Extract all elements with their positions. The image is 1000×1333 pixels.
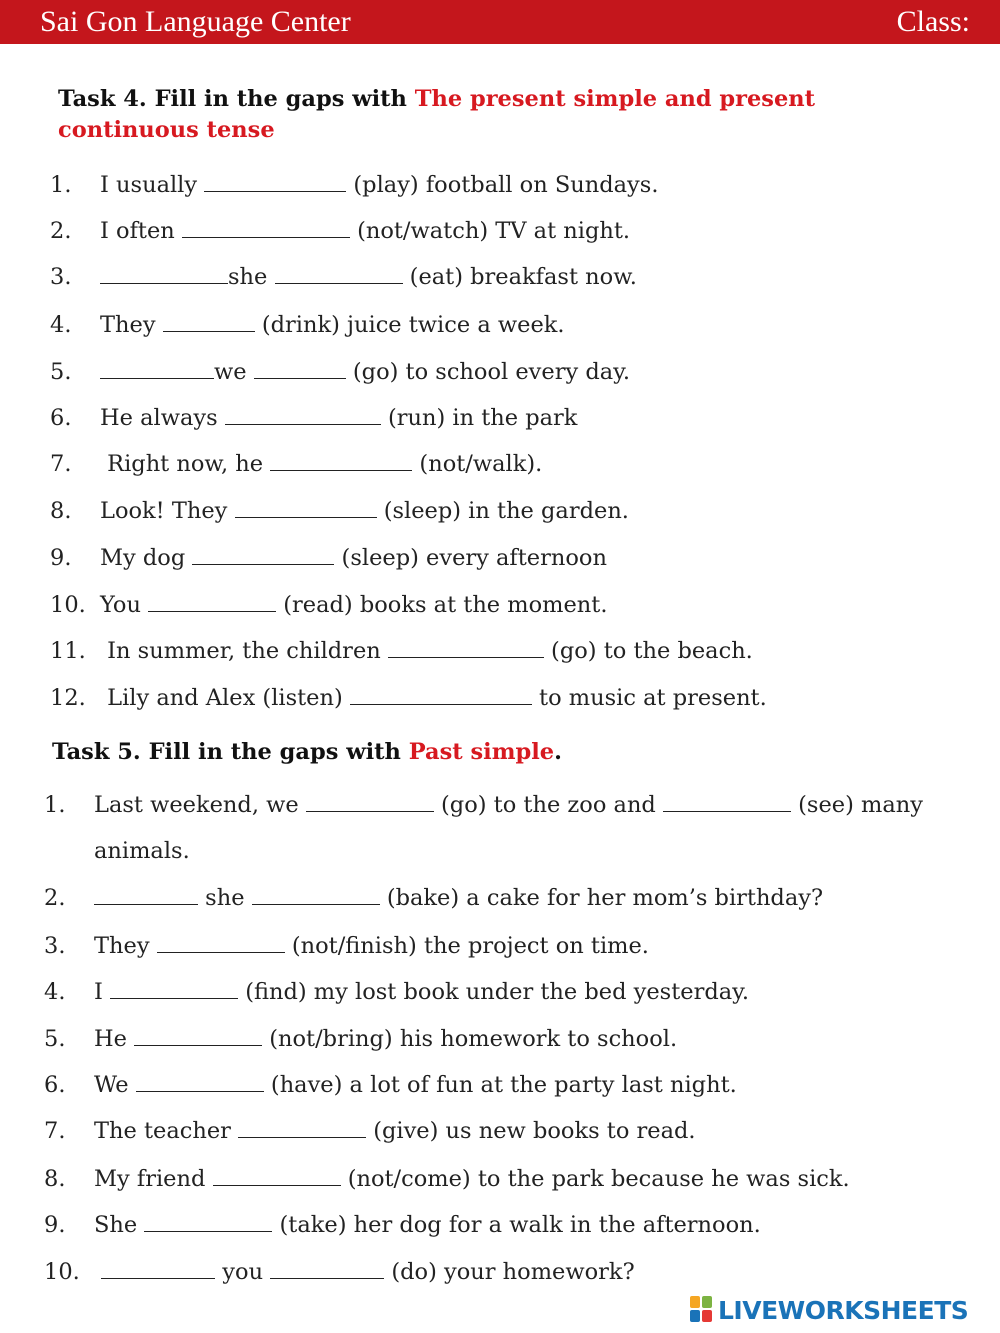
task4-sentence bbox=[100, 218, 630, 244]
task5-sentence bbox=[94, 885, 823, 911]
sentence-text: (not/finish) the project on time. bbox=[284, 933, 649, 959]
task4-title-highlight: The present simple and present continuous tense bbox=[58, 86, 816, 143]
school-name: Sai Gon Language Center bbox=[40, 5, 351, 38]
task5-sentence bbox=[94, 1026, 677, 1052]
task4-item-number: 9. bbox=[50, 545, 72, 571]
sentence-text: she bbox=[198, 885, 252, 911]
sentence-text: Right now, he bbox=[100, 451, 271, 477]
sentence-text: (sleep) in the garden. bbox=[376, 498, 629, 524]
sentence-text: (go) to the zoo and bbox=[433, 792, 663, 818]
logo-text: LIVEWORKSHEETS bbox=[718, 1295, 969, 1325]
answer-blank[interactable] bbox=[388, 639, 544, 658]
answer-blank[interactable] bbox=[238, 1119, 366, 1138]
task4-item-number: 6. bbox=[50, 405, 72, 431]
sentence-text: (play) football on Sundays. bbox=[346, 172, 659, 198]
answer-blank[interactable] bbox=[204, 173, 346, 192]
sentence-text: (read) books at the moment. bbox=[276, 592, 608, 618]
answer-blank[interactable] bbox=[254, 360, 346, 379]
sentence-text: (go) to school every day. bbox=[345, 359, 631, 385]
task5-sentence bbox=[94, 933, 649, 959]
sentence-text: He always bbox=[100, 405, 225, 431]
task5-sentence bbox=[94, 1072, 737, 1098]
sentence-text: (go) to the beach. bbox=[543, 638, 753, 664]
sentence-text: She bbox=[94, 1212, 145, 1238]
answer-blank[interactable] bbox=[182, 219, 350, 238]
sentence-text bbox=[94, 1259, 101, 1285]
sentence-text: Look! They bbox=[100, 498, 235, 524]
logo-icon bbox=[690, 1296, 714, 1324]
task5-item-number: 8. bbox=[44, 1166, 66, 1192]
task5-sentence bbox=[94, 979, 749, 1005]
sentence-text: Lily and Alex (listen) bbox=[100, 685, 350, 711]
task4-item-number: 7. bbox=[50, 451, 72, 477]
task4-sentence bbox=[100, 264, 637, 290]
answer-blank[interactable] bbox=[94, 886, 198, 905]
answer-blank[interactable] bbox=[270, 1260, 384, 1279]
task4-title-text: Task 4. Fill in the gaps with bbox=[58, 86, 415, 112]
task5-item-number: 10. bbox=[44, 1259, 80, 1285]
task5-item-number: 9. bbox=[44, 1212, 66, 1238]
task5-item-number: 5. bbox=[44, 1026, 66, 1052]
sentence-text: I bbox=[94, 979, 111, 1005]
task5-title bbox=[52, 737, 952, 768]
answer-blank[interactable] bbox=[157, 934, 285, 953]
task4-item-number: 3. bbox=[50, 264, 72, 290]
header-bar bbox=[0, 0, 1000, 44]
task5-item-number: 2. bbox=[44, 885, 66, 911]
task5-title-highlight: Past simple bbox=[408, 739, 555, 765]
answer-blank[interactable] bbox=[252, 886, 380, 905]
sentence-text: to music at present. bbox=[531, 685, 767, 711]
task5-item-number: 4. bbox=[44, 979, 66, 1005]
answer-blank[interactable] bbox=[100, 265, 228, 284]
task4-sentence bbox=[100, 498, 629, 524]
sentence-text: (not/bring) his homework to school. bbox=[262, 1026, 678, 1052]
answer-blank[interactable] bbox=[136, 1073, 264, 1092]
task5-sentence bbox=[94, 1259, 635, 1285]
task5-sentence-continuation: animals. bbox=[94, 838, 190, 864]
sentence-text: I often bbox=[100, 218, 182, 244]
sentence-text: (not/walk). bbox=[412, 451, 543, 477]
task5-sentence bbox=[94, 1212, 761, 1238]
sentence-text: My dog bbox=[100, 545, 193, 571]
answer-blank[interactable] bbox=[110, 980, 238, 999]
answer-blank[interactable] bbox=[306, 793, 434, 812]
sentence-text: My friend bbox=[94, 1166, 213, 1192]
sentence-text: (take) her dog for a walk in the afternoon. bbox=[272, 1212, 761, 1238]
task4-item-number: 2. bbox=[50, 218, 72, 244]
answer-blank[interactable] bbox=[235, 499, 377, 518]
answer-blank[interactable] bbox=[663, 793, 791, 812]
task5-sentence bbox=[94, 1166, 850, 1192]
answer-blank[interactable] bbox=[100, 360, 214, 379]
sentence-text: she bbox=[228, 264, 275, 290]
answer-blank[interactable] bbox=[350, 686, 532, 705]
sentence-text: (not/come) to the park because he was sick. bbox=[340, 1166, 850, 1192]
task4-sentence bbox=[100, 405, 577, 431]
sentence-text: He bbox=[94, 1026, 135, 1052]
sentence-text: you bbox=[215, 1259, 271, 1285]
sentence-text: (do) your homework? bbox=[384, 1259, 635, 1285]
sentence-text: The teacher bbox=[94, 1118, 239, 1144]
answer-blank[interactable] bbox=[101, 1260, 215, 1279]
task5-item-number: 1. bbox=[44, 792, 66, 818]
task4-sentence bbox=[100, 172, 658, 198]
task5-item-number: 7. bbox=[44, 1118, 66, 1144]
sentence-text: we bbox=[214, 359, 254, 385]
task4-sentence bbox=[100, 685, 767, 711]
answer-blank[interactable] bbox=[134, 1027, 262, 1046]
task4-sentence bbox=[100, 359, 630, 385]
sentence-text: (drink) juice twice a week. bbox=[254, 312, 565, 338]
class-label: Class: bbox=[896, 5, 970, 38]
task4-sentence bbox=[100, 638, 753, 664]
task4-item-number: 12. bbox=[50, 685, 86, 711]
sentence-text: (have) a lot of fun at the party last night. bbox=[263, 1072, 737, 1098]
sentence-text: (sleep) every afternoon bbox=[334, 545, 607, 571]
answer-blank[interactable] bbox=[192, 546, 334, 565]
sentence-text: Last weekend, we bbox=[94, 792, 306, 818]
sentence-text: They bbox=[94, 933, 157, 959]
sentence-text: I usually bbox=[100, 172, 205, 198]
sentence-text: They bbox=[100, 312, 163, 338]
sentence-text: (run) in the park bbox=[380, 405, 578, 431]
task5-sentence bbox=[94, 1118, 696, 1144]
task4-item-number: 11. bbox=[50, 638, 86, 664]
task4-sentence bbox=[100, 451, 542, 477]
answer-blank[interactable] bbox=[213, 1167, 341, 1186]
answer-blank[interactable] bbox=[144, 1213, 272, 1232]
task5-sentence bbox=[94, 792, 923, 818]
answer-blank[interactable] bbox=[275, 265, 403, 284]
task4-item-number: 4. bbox=[50, 312, 72, 338]
task4-sentence bbox=[100, 592, 608, 618]
answer-blank[interactable] bbox=[148, 593, 276, 612]
task5-title-end: . bbox=[554, 739, 562, 765]
task4-sentence bbox=[100, 545, 607, 571]
sentence-text: (bake) a cake for her mom’s birthday? bbox=[379, 885, 824, 911]
liveworksheets-logo bbox=[690, 1293, 968, 1327]
sentence-text: (find) my lost book under the bed yesterday. bbox=[238, 979, 750, 1005]
sentence-text: You bbox=[100, 592, 149, 618]
sentence-text: We bbox=[94, 1072, 136, 1098]
sentence-text: (not/watch) TV at night. bbox=[349, 218, 631, 244]
task5-title-text: Task 5. Fill in the gaps with bbox=[52, 739, 409, 765]
task5-item-number: 6. bbox=[44, 1072, 66, 1098]
sentence-text: (give) us new books to read. bbox=[366, 1118, 696, 1144]
task4-item-number: 8. bbox=[50, 498, 72, 524]
answer-blank[interactable] bbox=[225, 406, 381, 425]
sentence-text: (eat) breakfast now. bbox=[402, 264, 637, 290]
answer-blank[interactable] bbox=[163, 313, 255, 332]
answer-blank[interactable] bbox=[270, 452, 412, 471]
task4-item-number: 10. bbox=[50, 592, 86, 618]
task4-item-number: 5. bbox=[50, 359, 72, 385]
task4-item-number: 1. bbox=[50, 172, 72, 198]
task4-title bbox=[58, 84, 908, 146]
sentence-text: (see) many bbox=[790, 792, 923, 818]
task4-sentence bbox=[100, 312, 565, 338]
sentence-text: In summer, the children bbox=[100, 638, 388, 664]
task5-item-number: 3. bbox=[44, 933, 66, 959]
